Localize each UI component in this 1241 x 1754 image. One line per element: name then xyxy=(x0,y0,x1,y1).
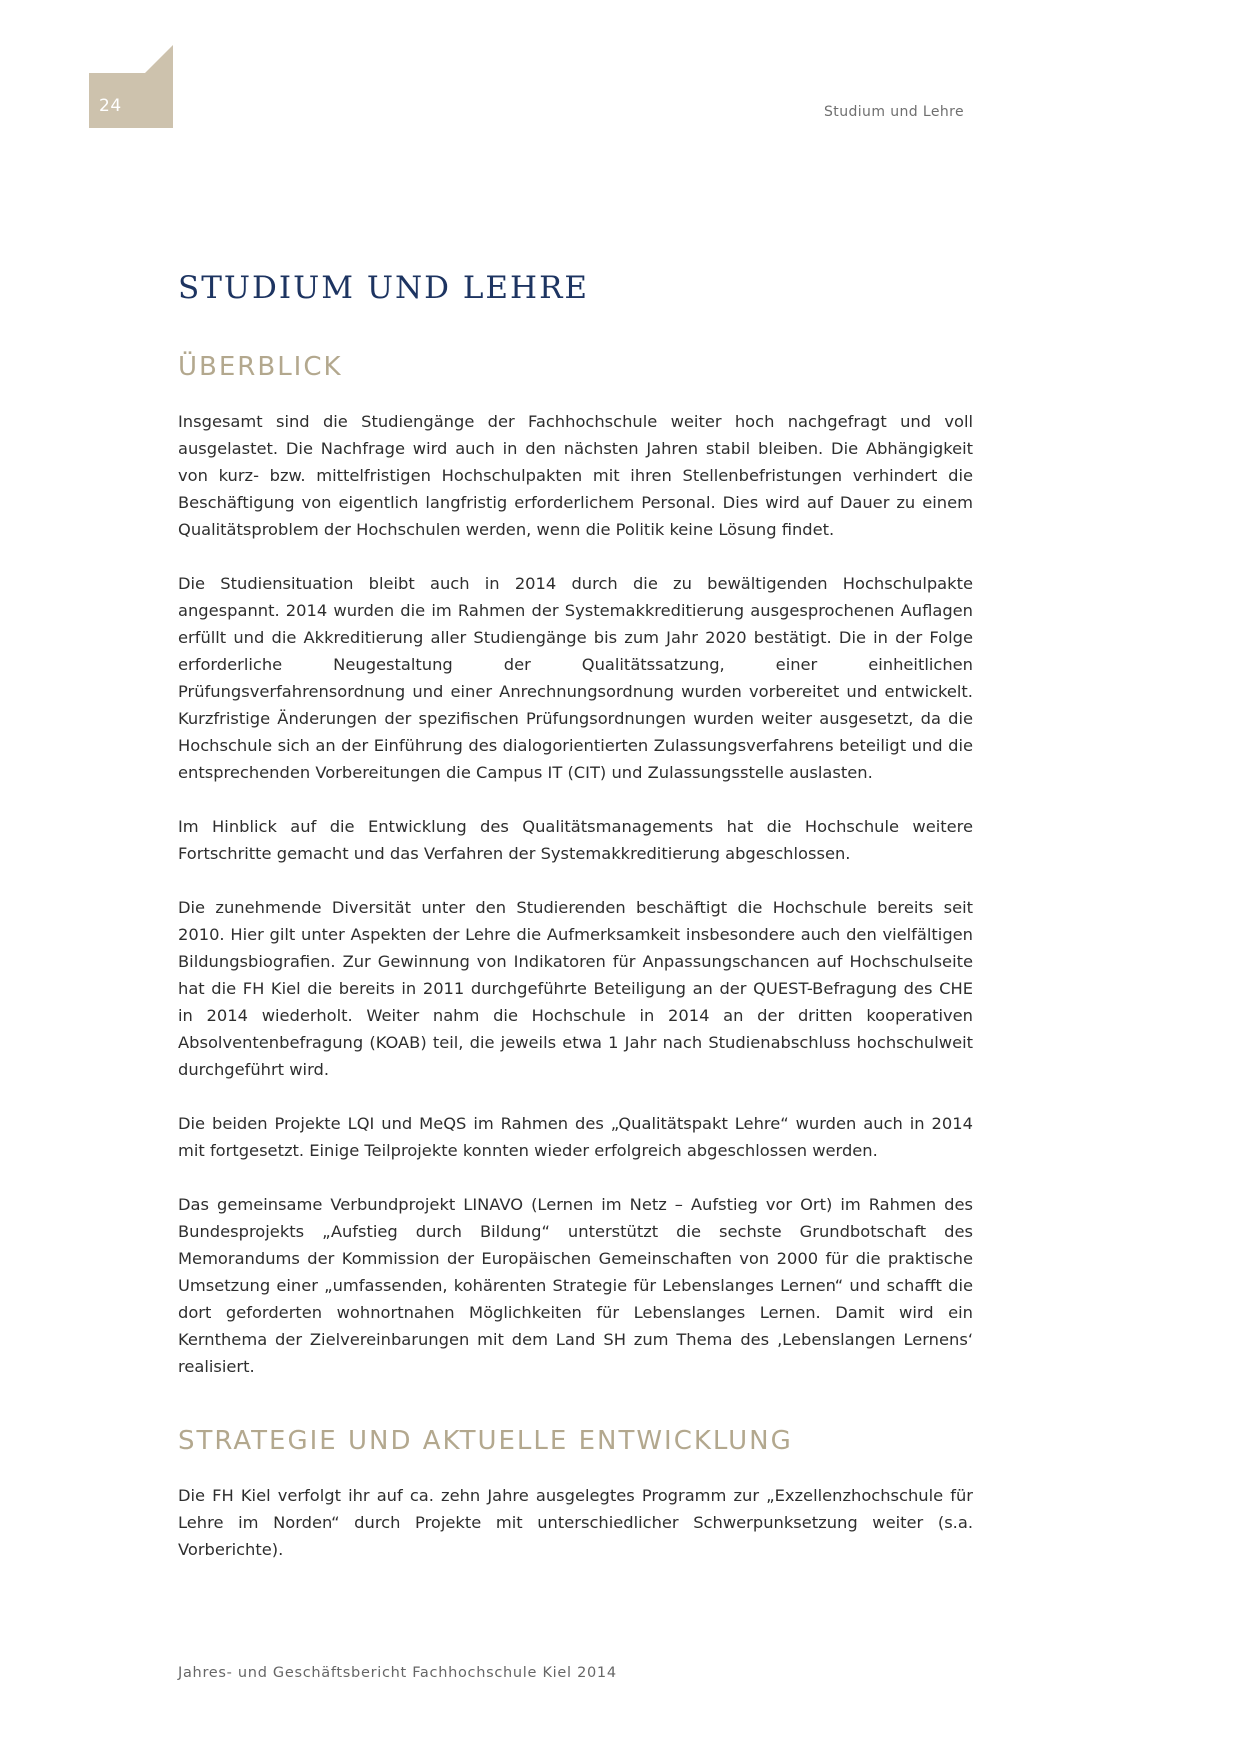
main-content xyxy=(178,268,973,1590)
heading-ueberblick: ÜBERBLICK xyxy=(178,352,343,382)
paragraph: Insgesamt sind die Studiengänge der Fachhochschule weiter hoch nachgefragt und voll ausgelastet. Die Nachfrage wird auch in den nächsten Jahren stabil bleiben. Die Abhängigkeit von kurz- bzw. mittelfristigen Hochschulpakten mit ihren Stellenbefristungen verhindert die Beschäftigung von eigentlich langfristig erforderlichem Personal. Dies wird auf Dauer zu einem Qualitätsproblem der Hochschulen werden, wenn die Politik keine Lösung findet. xyxy=(178,412,973,539)
paragraph: Die zunehmende Diversität unter den Studierenden beschäftigt die Hochschule bereits seit 2010. Hier gilt unter Aspekten der Lehre die Aufmerksamkeit insbesondere auch den vielfältigen Bildungsbiografien. Zur Gewinnung von Indikatoren für Anpassungschancen auf Hochschulseite hat die FH Kiel die bereits in 2011 durchgeführte Beteiligung an der QUEST-Befragung des CHE in 2014 wiederholt. Weiter nahm die Hochschule in 2014 an der dritten kooperativen Absolventenbefragung (KOAB) teil, die jeweils etwa 1 Jahr nach Studienabschluss hochschulweit durchgeführt wird. xyxy=(178,898,973,1079)
page-number: 24 xyxy=(99,96,122,116)
running-head: Studium und Lehre xyxy=(824,104,964,120)
paragraph: Die FH Kiel verfolgt ihr auf ca. zehn Jahre ausgelegtes Programm zur „Exzellenzhochschule für Lehre im Norden“ durch Projekte mit unterschiedlicher Schwerpunksetzung weiter (s.a. Vorberichte). xyxy=(178,1486,973,1559)
page-title: STUDIUM UND LEHRE xyxy=(178,270,590,306)
paragraph: Die Studiensituation bleibt auch in 2014 durch die zu bewältigenden Hochschulpakte angespannt. 2014 wurden die im Rahmen der Systemakkreditierung ausgesprochenen Auflagen erfüllt und die Akkreditierung aller Studiengänge bis zum Jahr 2020 bestätigt. Die in der Folge erforderliche Neugestaltung der Qualitätssatzung, einer einheitlichen Prüfungsverfahrensordnung und einer Anrechnungsordnung wurden vorbereitet und entwickelt. Kurzfristige Änderungen der spezifischen Prüfungsordnungen wurden weiter ausgesetzt, da die Hochschule sich an der Einführung des dialogorientierten Zulassungsverfahrens beteiligt und die entsprechenden Vorbereitungen die Campus IT (CIT) und Zulassungsstelle auslasten. xyxy=(178,574,973,782)
paragraph: Das gemeinsame Verbundprojekt LINAVO (Lernen im Netz – Aufstieg vor Ort) im Rahmen des Bundesprojekts „Aufstieg durch Bildung“ unterstützt die sechste Grundbotschaft des Memorandums der Kommission der Europäischen Gemeinschaften von 2000 für die praktische Umsetzung einer „umfassenden, kohärenten Strategie für Lebenslanges Lernen“ und schafft die dort geforderten wohnortnahen Möglichkeiten für Lebenslanges Lernen. Damit wird ein Kernthema der Zielvereinbarungen mit dem Land SH zum Thema des ‚Lebenslangen Lernens‘ realisiert. xyxy=(178,1195,973,1376)
heading-strategie: STRATEGIE UND AKTUELLE ENTWICKLUNG xyxy=(178,1426,793,1456)
paragraph: Die beiden Projekte LQI und MeQS im Rahmen des „Qualitätspakt Lehre“ wurden auch in 2014 mit fortgesetzt. Einige Teilprojekte konnten wieder erfolgreich abgeschlossen werden. xyxy=(178,1114,973,1160)
paragraph: Im Hinblick auf die Entwicklung des Qualitätsmanagements hat die Hochschule weitere Fortschritte gemacht und das Verfahren der Systemakkreditierung abgeschlossen. xyxy=(178,817,973,863)
page-footer: Jahres- und Geschäftsbericht Fachhochschule Kiel 2014 xyxy=(178,1665,617,1681)
